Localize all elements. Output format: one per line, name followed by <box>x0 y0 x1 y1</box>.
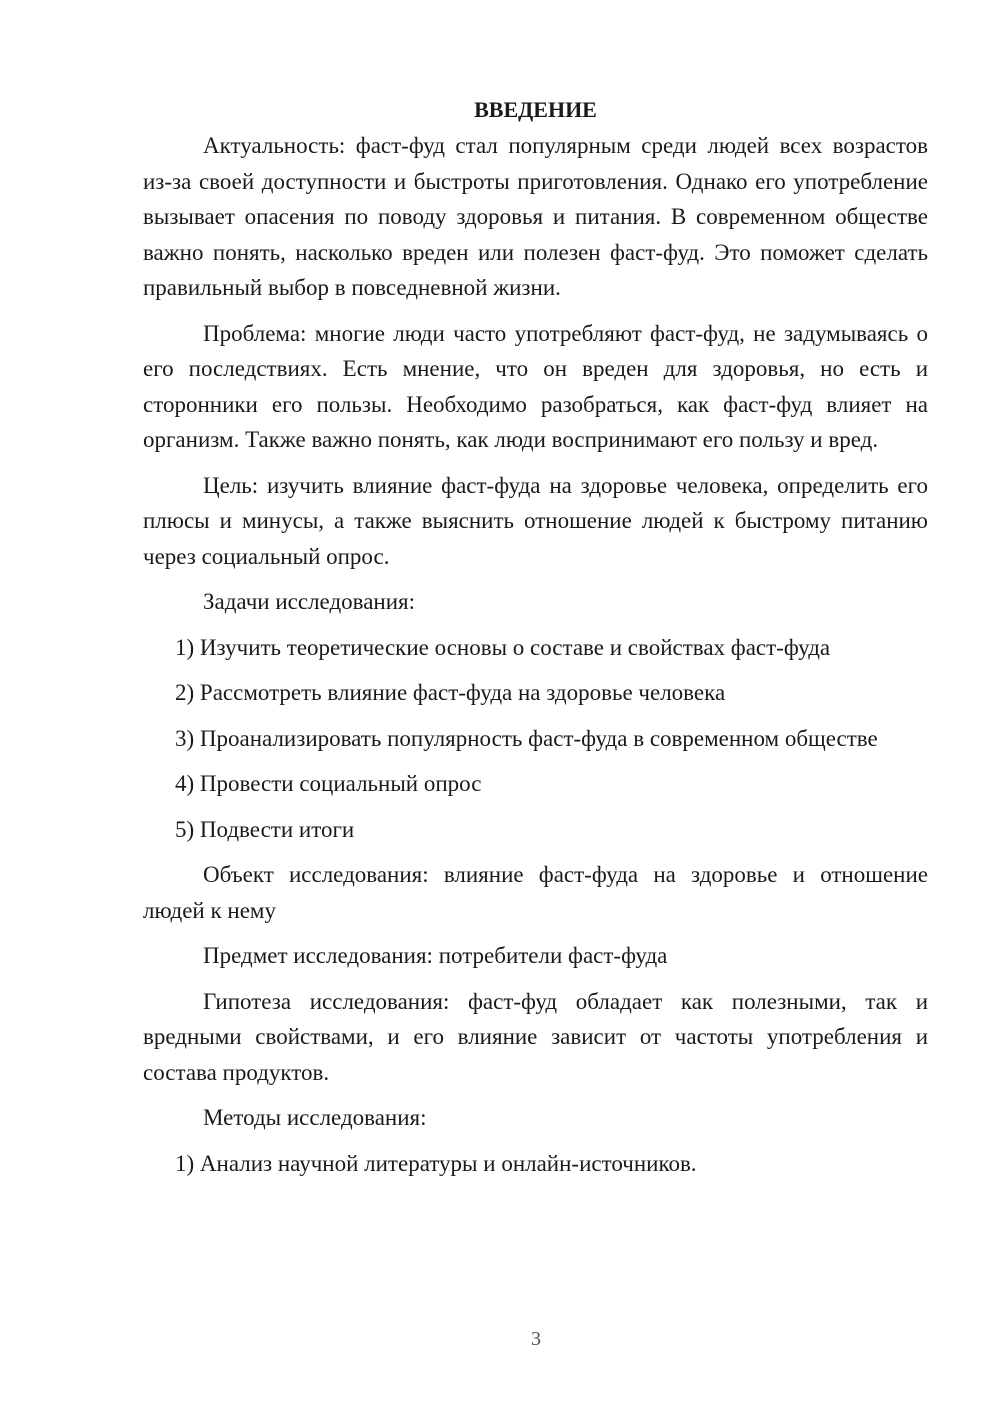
goal-paragraph: Цель: изучить влияние фаст-фуда на здоровье человека, определить его плюсы и минусы, а также выяснить отношение людей к быстрому питанию через социальный опрос. <box>143 472 928 569</box>
relevance-paragraph: Актуальность: фаст-фуд стал популярным среди людей всех возрастов из-за своей доступности и быстроты приготовления. Однако его употребление вызывает опасения по поводу здоровья и питания. В современном обществе важно понять, насколько вреден или полезен фаст-фуд. Это поможет сделать правильный выбор в повседневной жизни. <box>143 133 928 300</box>
methods-list <box>143 1146 928 1182</box>
problem-paragraph: Проблема: многие люди часто употребляют фаст-фуд, не задумываясь о его последствиях. Есть мнение, что он вреден для здоровья, но есть и сторонники его пользы. Необходимо разобраться, как фаст-фуд влияет на организм. Также важно понять, как люди воспринимают его пользу и вред. <box>143 320 928 452</box>
hypothesis-paragraph: Гипотеза исследования: фаст-фуд обладает как полезными, так и вредными свойствами, и его влияние зависит от частоты употребления и состава продуктов. <box>143 988 928 1085</box>
task-item-2: 2) Рассмотреть влияние фаст-фуда на здоровье человека <box>175 680 726 705</box>
method-item-1: 1) Анализ научной литературы и онлайн-источников. <box>175 1150 697 1176</box>
task-item-1: 1) Изучить теоретические основы о составе и свойствах фаст-фуда <box>175 634 831 660</box>
tasks-list <box>143 630 928 848</box>
subject-paragraph: Предмет исследования: потребители фаст-фуда <box>203 943 668 968</box>
object-paragraph: Объект исследования: влияние фаст-фуда на здоровье и отношение людей к нему <box>143 862 928 923</box>
methods-heading: Методы исследования: <box>203 1105 427 1130</box>
tasks-heading: Задачи исследования: <box>203 589 416 614</box>
task-item-3: 3) Проанализировать популярность фаст-фуда в современном обществе <box>175 725 878 751</box>
task-item-4: 4) Провести социальный опрос <box>175 771 482 796</box>
section-title: ВВЕДЕНИЕ <box>474 97 597 122</box>
document-page <box>143 92 928 1191</box>
task-item-5: 5) Подвести итоги <box>175 816 355 842</box>
page-number: 3 <box>531 1328 541 1350</box>
